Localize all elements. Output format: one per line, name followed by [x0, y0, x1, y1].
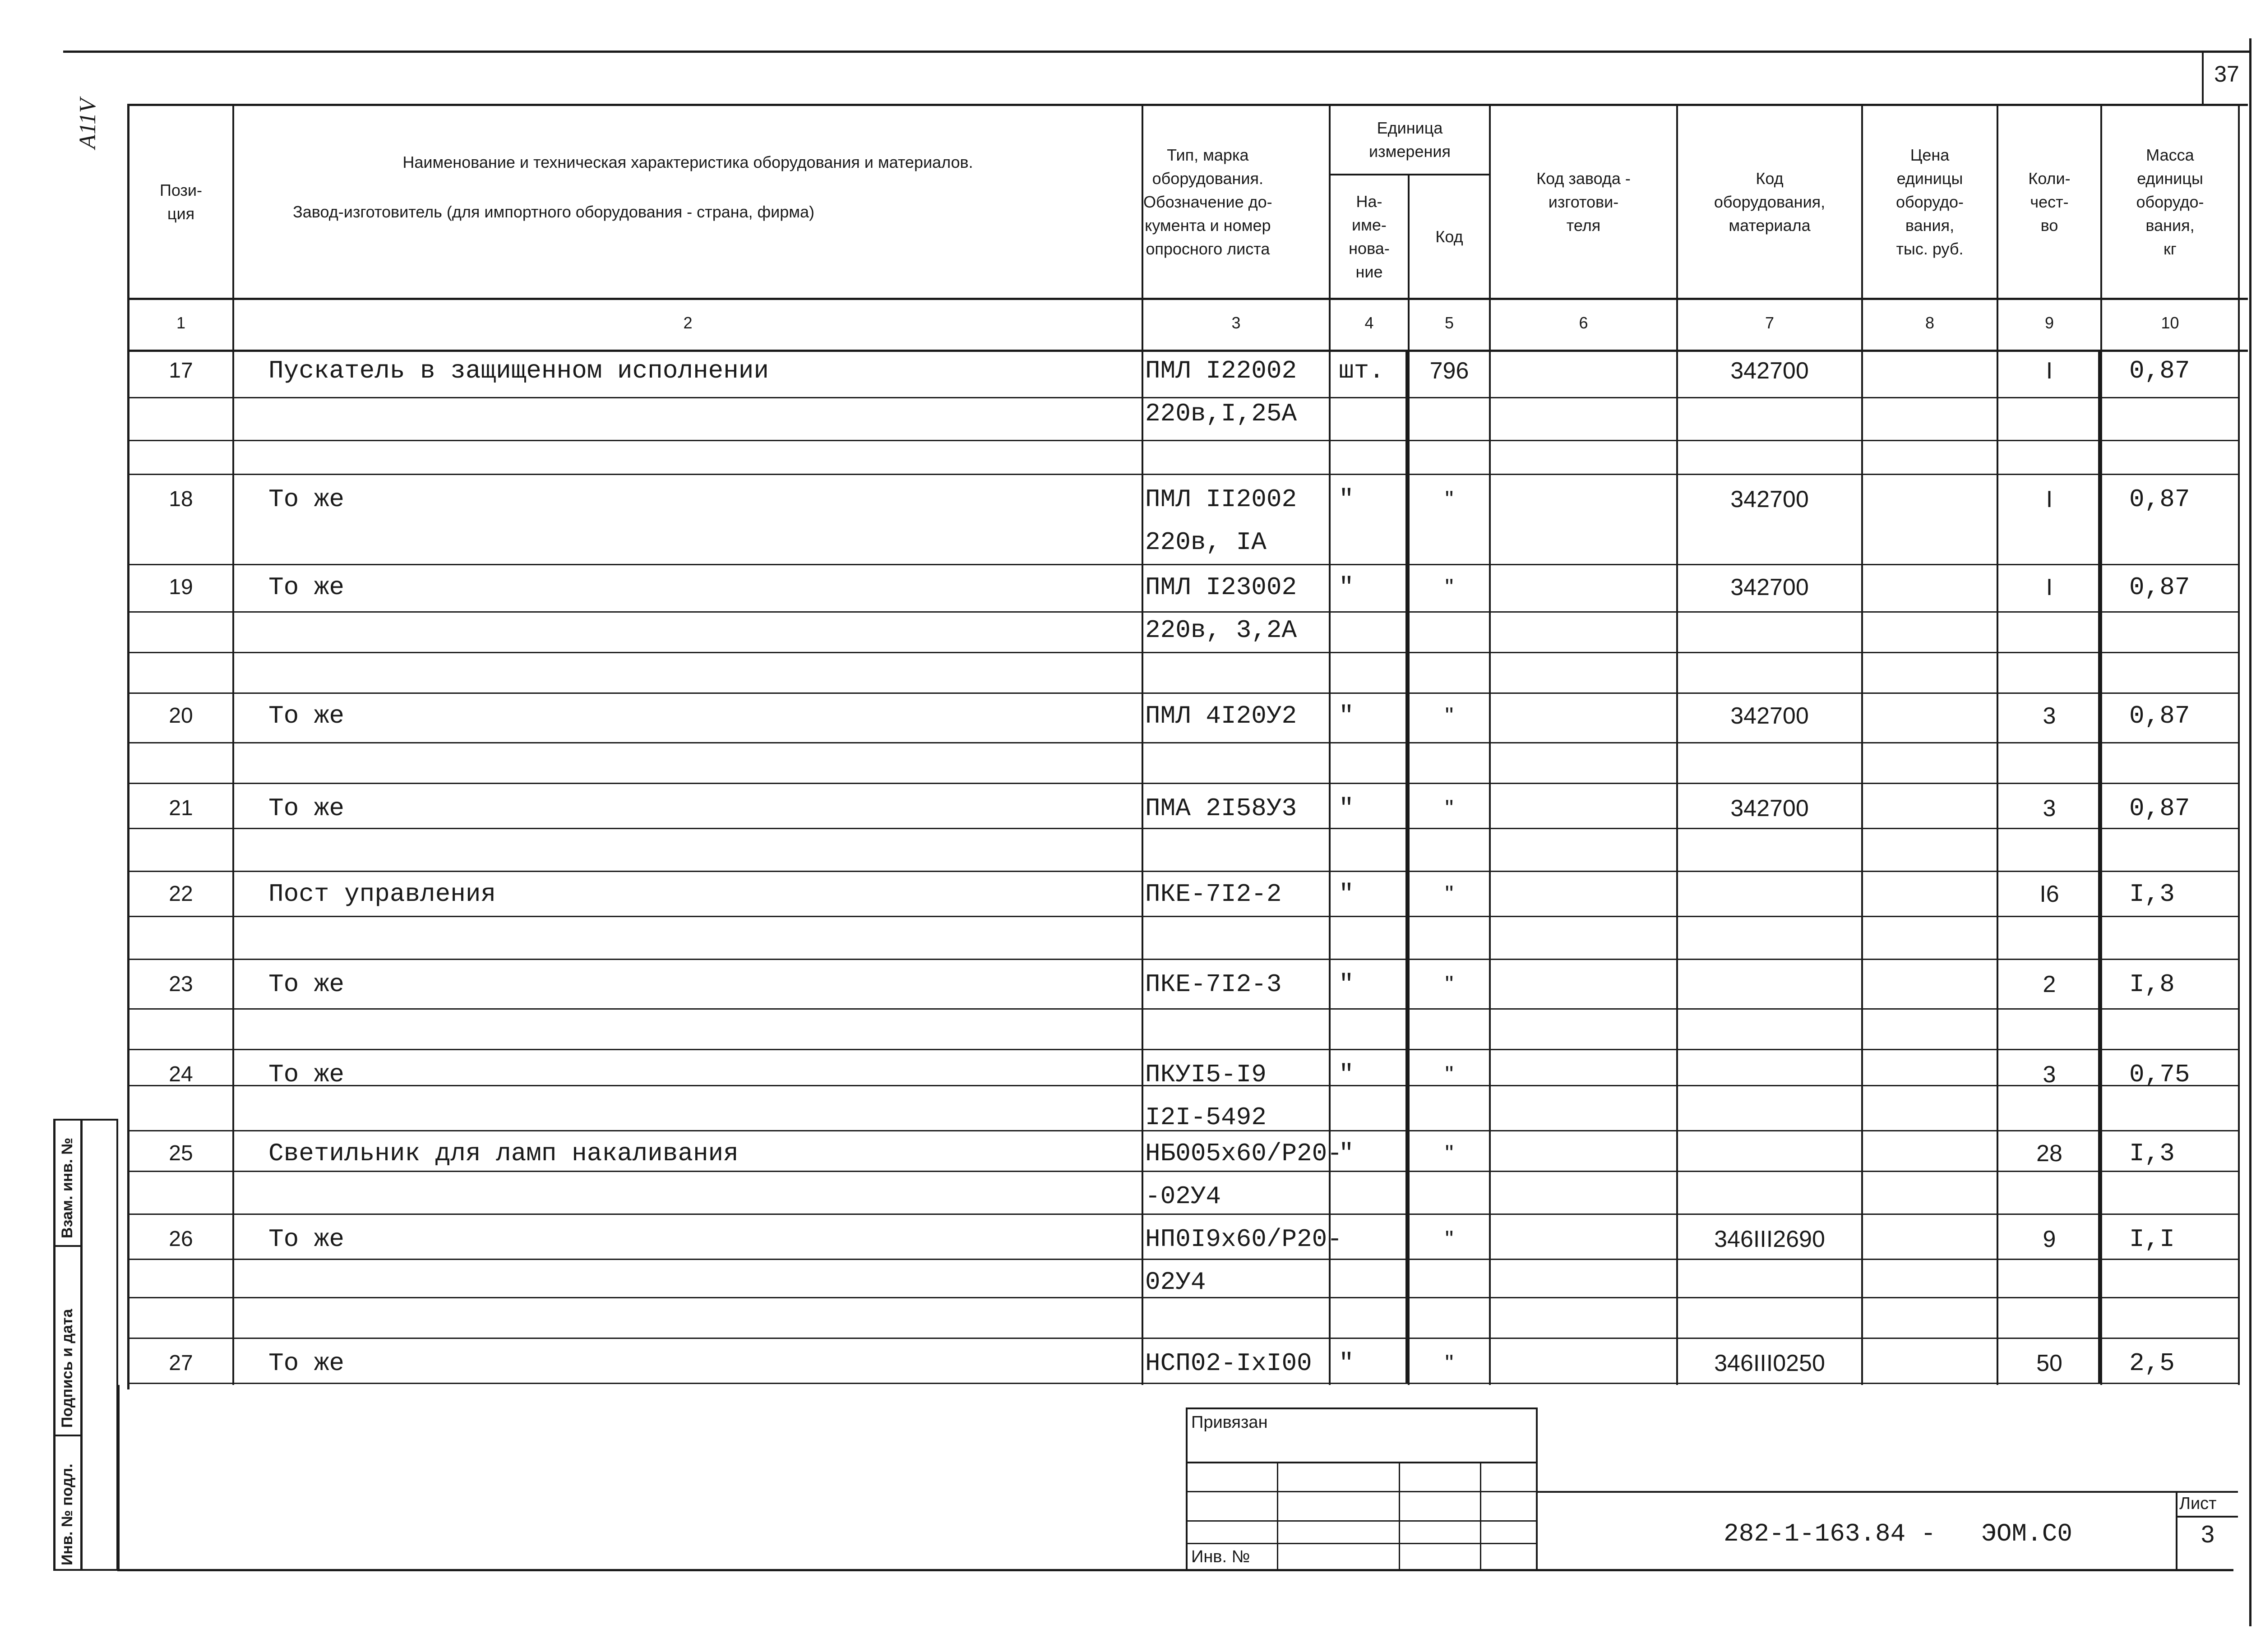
frame-bottom-border — [117, 1569, 2233, 1571]
cell-name: Пост управления — [268, 880, 496, 909]
cell-mass: I,3 — [2129, 880, 2175, 909]
side-strip-bottom — [53, 1569, 117, 1571]
cell-qty: 2 — [2043, 971, 2056, 997]
cell-mass: 0,87 — [2129, 485, 2190, 514]
cell-pos: 17 — [169, 359, 193, 383]
cell-mass: I,8 — [2129, 970, 2175, 999]
side-strip-top — [53, 1119, 117, 1121]
header-price: Цена единицы оборудо- вания, тыс. руб. — [1895, 145, 1964, 258]
cell-unit: " — [1339, 1349, 1354, 1378]
row-rule — [127, 692, 2239, 694]
cell-qty: I — [2046, 486, 2053, 512]
cell-name: То же — [268, 794, 345, 823]
colnum-1: 1 — [176, 314, 186, 332]
row-rule — [127, 397, 2239, 398]
side-label-inv-podl: Инв. № подл. — [59, 1463, 76, 1565]
page-number: 37 — [2214, 61, 2239, 87]
cell-type: ПМЛ I23002 — [1145, 573, 1297, 602]
row-rule — [127, 652, 2239, 653]
row-rule — [127, 1214, 2239, 1215]
header-type: Тип, марка оборудования. Обозначение до- кумента и номер опросного листа — [1143, 145, 1272, 258]
cell-mass: I,I — [2129, 1225, 2175, 1254]
row-rule — [127, 959, 2239, 960]
colnum-6: 6 — [1579, 314, 1588, 332]
header-mass: Масса единицы оборудо- вания, кг — [2136, 145, 2204, 258]
colnum-bottom-rule — [127, 350, 2248, 352]
colnum-10: 10 — [2161, 314, 2179, 332]
cell-mass: 0,87 — [2129, 701, 2190, 730]
stamp-right — [1536, 1407, 1538, 1570]
header-unit-group: Единица измерения — [1369, 119, 1451, 161]
cell-code: " — [1445, 971, 1454, 997]
cell-equip-code: 342700 — [1730, 358, 1809, 384]
sheet-box-mid — [2176, 1516, 2238, 1518]
cell-pos: 26 — [169, 1227, 193, 1251]
side-strip-inner — [80, 1119, 83, 1570]
stamp-row4 — [1186, 1543, 1538, 1544]
right-margin-line — [2249, 38, 2251, 1626]
cell-qty: 28 — [2036, 1140, 2062, 1167]
side-strip-div2 — [53, 1435, 83, 1436]
cell-type: ПМЛ 4I20У2 — [1145, 701, 1297, 730]
row-rule — [127, 1297, 2239, 1298]
cell-code: " — [1445, 881, 1454, 907]
side-strip-div1 — [53, 1245, 83, 1247]
cell-mass: 0,87 — [2129, 794, 2190, 823]
stamp-left — [1186, 1407, 1188, 1570]
cell-type: ПМЛ II2002 — [1145, 485, 1297, 514]
cell-name: То же — [268, 1225, 345, 1254]
cell-unit: " — [1339, 880, 1354, 909]
cell-pos: 18 — [169, 487, 193, 511]
corner-mark: A11V — [75, 98, 101, 149]
row-rule — [127, 828, 2239, 829]
side-label-vzam: Взам. инв. № — [59, 1137, 76, 1238]
cell-equip-code: 346III2690 — [1714, 1226, 1825, 1252]
cell-equip-code: 342700 — [1730, 486, 1809, 512]
cell-code: " — [1445, 1140, 1454, 1167]
row-rule — [127, 783, 2239, 784]
stamp-row1 — [1186, 1462, 1538, 1463]
cell-equip-code: 346III0250 — [1714, 1350, 1825, 1376]
colnum-7: 7 — [1765, 314, 1775, 332]
cell-mass: 2,5 — [2129, 1349, 2175, 1378]
cell-name: Светильник для ламп накаливания — [268, 1139, 739, 1168]
cell-mass: 0,75 — [2129, 1060, 2190, 1089]
row-rule — [127, 1338, 2239, 1339]
cell-qty: I6 — [2039, 881, 2059, 907]
row-rule — [127, 440, 2239, 441]
stamp-col2 — [1399, 1462, 1400, 1570]
cell-pos: 24 — [169, 1062, 193, 1086]
cell-unit: " — [1339, 573, 1354, 602]
title-block-top — [1538, 1491, 2238, 1493]
row-rule — [127, 916, 2239, 917]
colnum-4: 4 — [1364, 314, 1374, 332]
cell-unit: " — [1339, 970, 1354, 999]
cell-pos: 22 — [169, 882, 193, 906]
cell-type-line2: 02У4 — [1145, 1268, 1206, 1297]
header-position: Пози- ция — [159, 180, 203, 223]
row-rule — [127, 871, 2239, 872]
colnum-9: 9 — [2044, 314, 2054, 332]
cell-unit: " — [1339, 701, 1354, 730]
cell-pos: 20 — [169, 704, 193, 728]
col-sep-10 — [2238, 104, 2240, 1385]
cell-equip-code: 342700 — [1730, 795, 1809, 821]
cell-pos: 27 — [169, 1351, 193, 1375]
cell-name: Пускатель в защищенном исполнении — [268, 356, 769, 385]
cell-code: " — [1445, 1226, 1454, 1252]
cell-pos: 25 — [169, 1141, 193, 1165]
cell-type: НСП02-IхI00 — [1145, 1349, 1312, 1378]
cell-mass: 0,87 — [2129, 356, 2190, 385]
cell-qty: 9 — [2043, 1226, 2056, 1252]
stamp-row3 — [1186, 1520, 1538, 1522]
header-plant-code: Код завода - изготови- теля — [1536, 169, 1631, 235]
row-rule — [127, 1049, 2239, 1050]
colnum-2: 2 — [683, 314, 693, 332]
cell-unit: " — [1339, 485, 1354, 514]
cell-code: " — [1445, 703, 1454, 729]
cell-mass: I,3 — [2129, 1139, 2175, 1168]
cell-type-line2: -02У4 — [1145, 1182, 1221, 1211]
colnum-5: 5 — [1444, 314, 1454, 332]
row-rule — [127, 742, 2239, 743]
cell-qty: I — [2046, 358, 2053, 384]
cell-pos: 19 — [169, 575, 193, 599]
cell-type-line2: I2I-5492 — [1145, 1103, 1267, 1132]
cell-code: " — [1445, 486, 1454, 512]
cell-name: То же — [268, 1060, 345, 1089]
stamp-row2 — [1186, 1491, 1538, 1492]
cell-type: ПКУI5-I9 — [1145, 1060, 1267, 1089]
cell-pos: 23 — [169, 972, 193, 996]
col-sep-1 — [232, 104, 234, 1385]
row-rule — [127, 1171, 2239, 1172]
cell-unit: шт. — [1339, 356, 1384, 385]
stamp-col3 — [1480, 1462, 1481, 1570]
cell-type: ПКЕ-7I2-3 — [1145, 970, 1282, 999]
side-strip-right — [116, 1119, 118, 1570]
header-quantity: Коли- чест- во — [2028, 169, 2071, 235]
row-rule — [127, 1383, 2239, 1384]
cell-mass: 0,87 — [2129, 573, 2190, 602]
cell-name: То же — [268, 573, 345, 602]
doc-code: 282-1-163.84 - ЭОМ.С0 — [1724, 1519, 2072, 1548]
side-strip-outer — [53, 1119, 55, 1570]
stamp-top — [1186, 1407, 1538, 1409]
cell-qty: 3 — [2043, 1061, 2056, 1088]
cell-code: " — [1445, 1350, 1454, 1376]
colnum-8: 8 — [1925, 314, 1935, 332]
cell-type: ПМЛ I22002 — [1145, 356, 1297, 385]
cell-type: ПКЕ-7I2-2 — [1145, 880, 1282, 909]
cell-unit: " — [1339, 1139, 1354, 1168]
cell-qty: I — [2046, 574, 2053, 600]
cell-name: То же — [268, 485, 345, 514]
cell-qty: 50 — [2036, 1350, 2062, 1376]
stamp-col1 — [1277, 1462, 1278, 1570]
page-number-box-left — [2202, 52, 2204, 105]
row-rule — [127, 1259, 2239, 1260]
cell-qty: 3 — [2043, 795, 2056, 821]
header-bottom-rule — [127, 298, 2248, 300]
cell-code: " — [1445, 574, 1454, 600]
stamp-privyazan: Привязан — [1191, 1413, 1268, 1432]
cell-pos: 21 — [169, 796, 193, 820]
cell-type: НБ005х60/Р20- — [1145, 1139, 1342, 1168]
cell-unit: " — [1339, 794, 1354, 823]
cell-code: 796 — [1429, 358, 1469, 384]
cell-type-line2: 220в, 3,2А — [1145, 616, 1297, 645]
top-rule — [63, 51, 2251, 53]
header-unit-name: На- име- нова- ние — [1349, 192, 1390, 281]
header-name-line2: Завод-изготовитель (для импортного оборудования - страна, фирма) — [293, 203, 815, 221]
cell-code: " — [1445, 1061, 1454, 1088]
header-equip-code: Код оборудования, материала — [1714, 169, 1826, 235]
cell-type: НП0I9х60/Р20- — [1145, 1225, 1342, 1254]
cell-name: То же — [268, 701, 345, 730]
header-name-line1: Наименование и техническая характеристика оборудования и материалов. — [402, 153, 973, 171]
row-rule — [127, 564, 2239, 565]
cell-name: То же — [268, 970, 345, 999]
cell-qty: 3 — [2043, 703, 2056, 729]
stamp-inv-no: Инв. № — [1191, 1547, 1250, 1566]
cell-type-line2: 220в, IA — [1145, 528, 1267, 557]
cell-equip-code: 342700 — [1730, 703, 1809, 729]
cell-code: " — [1445, 795, 1454, 821]
header-unit-code: Код — [1435, 227, 1463, 246]
cell-type: ПМА 2I58У3 — [1145, 794, 1297, 823]
colnum-3: 3 — [1231, 314, 1241, 332]
sheet-number: 3 — [2201, 1521, 2215, 1548]
row-rule — [127, 611, 2239, 613]
side-label-podpis: Подпись и дата — [59, 1309, 76, 1428]
sheet-label: Лист — [2179, 1494, 2217, 1513]
cell-unit: " — [1339, 1060, 1354, 1089]
row-rule — [127, 474, 2239, 475]
row-rule — [127, 1008, 2239, 1010]
cell-type-line2: 220в,I,25А — [1145, 399, 1297, 428]
cell-name: То же — [268, 1349, 345, 1378]
cell-equip-code: 342700 — [1730, 574, 1809, 600]
